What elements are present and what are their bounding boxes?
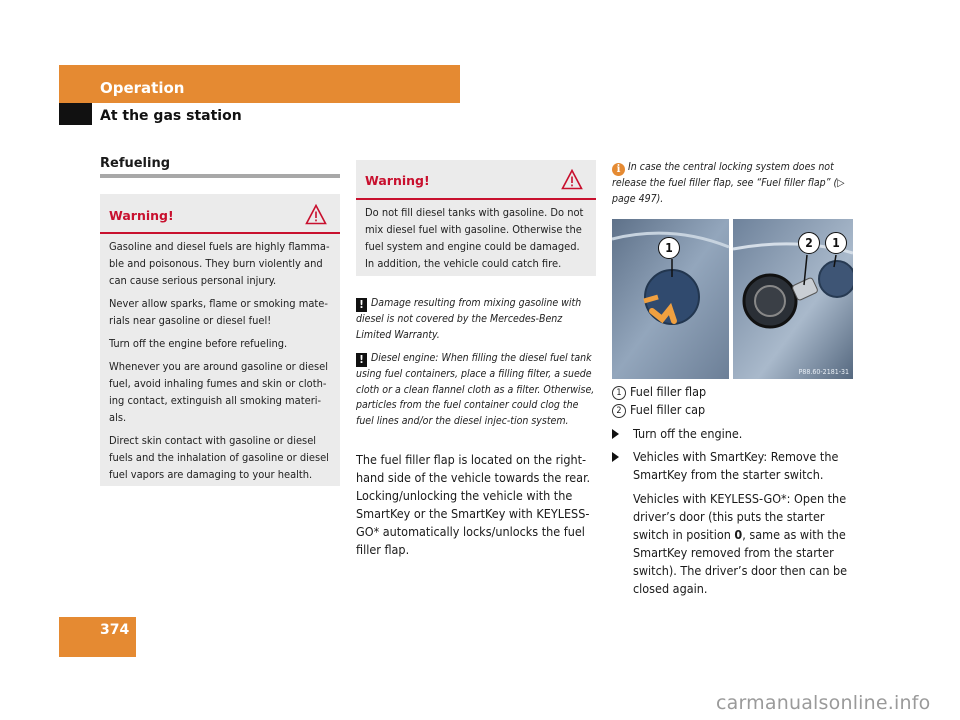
legend-number: 1 [612,386,626,400]
step-text: Vehicles with SmartKey: Remove the SmartKey from the starter switch. [633,449,839,482]
warning-box-1 [100,194,340,486]
legend-item-cap [612,401,856,419]
exclamation-icon: ! [356,298,367,312]
legend-label: Fuel filler cap [630,402,706,417]
info-icon: i [612,163,625,176]
exclamation-icon: ! [356,353,367,367]
warning-title: Warning! [365,173,430,188]
warning-paragraph: Never allow sparks, flame or smoking mate-rials near gasoline or diesel fuel! [109,297,328,327]
footer-watermark: carmanualsonline.info [716,692,931,714]
bullet-arrow-icon [612,452,619,462]
heading-rule [100,174,340,178]
figure-code: P88.60-2181-31 [798,368,849,376]
warning-paragraph: Whenever you are around gasoline or diesel fuel, avoid inhaling fumes and skin or cloth-ing contact, extinguish all smoking materi-als. [109,360,328,424]
fuel-flap-figure [612,219,853,379]
diesel-note [356,351,596,429]
callout-cap: 2 [798,232,820,254]
note-text: Damage resulting from mixing gasoline with diesel is not covered by the Mercedes-Benz Limited Warranty. [356,297,582,341]
step-continuation-text: Vehicles with KEYLESS-GO*: Open the driver’s door (this puts the starter switch in position [633,491,847,542]
info-note [612,160,856,207]
warning-divider [100,232,340,234]
warning-text [109,238,335,489]
warning-paragraph: Turn off the engine before refueling. [109,337,288,350]
legend-label: Fuel filler flap [630,384,707,399]
note-text: Diesel engine: When filling the diesel fuel tank using fuel containers, place a filling filter, a suede cloth or a clean flannel cloth as a filter. Otherwise, particles from the fuel container could clog the fuel lines and/or the diesel injec-tion system. [356,352,595,427]
warning-triangle-icon [305,204,327,225]
refueling-heading: Refueling [100,156,171,171]
warning-divider [356,198,596,200]
warning-box-2 [356,160,596,276]
step-turn-off-engine [612,425,856,443]
legend-number: 2 [612,404,626,418]
damage-note [356,296,596,343]
callout-flap-open: 1 [825,232,847,254]
info-text: In case the central locking system does not release the fuel filler flap, see “Fuel filler flap” (▷ page 497). [612,161,845,205]
body-paragraph: The fuel filler flap is located on the right-hand side of the vehicle towards the rear. Locking/unlocking the vehicle with the SmartKey or the SmartKey with KEYLESS-GO* automatically locks/unlocks the fuel filler flap. [356,452,591,557]
legend-item-flap [612,383,856,401]
section-title: Operation [100,79,185,97]
warning-text: Do not fill diesel tanks with gasoline. Do not mix diesel fuel with gasoline. Otherwise the fuel system and engine could be damaged. In addition, the vehicle could catch fire. [365,206,584,270]
warning-title: Warning! [109,208,174,223]
step-continuation [633,490,856,598]
step-continuation-text: , same as with the SmartKey removed from the starter switch). The driver’s door then can be closed again. [633,527,848,596]
warning-paragraph: Direct skin contact with gasoline or diesel fuels and the inhalation of gasoline or diesel fuel vapors are damaging to your health. [109,434,329,481]
page-number: 374 [100,622,130,638]
warning-paragraph: Gasoline and diesel fuels are highly flamma-ble and poisonous. They burn violently and can cause serious personal injury. [109,240,330,287]
step-position-value: 0 [734,527,743,542]
figure-legend [612,383,856,419]
step-text: Turn off the engine. [633,426,743,441]
header-black-tab [59,103,92,125]
warning-triangle-icon [561,169,583,190]
bullet-arrow-icon [612,429,619,439]
subsection-title: At the gas station [100,108,242,124]
step-remove-smartkey [612,448,856,598]
callout-flap: 1 [658,237,680,259]
